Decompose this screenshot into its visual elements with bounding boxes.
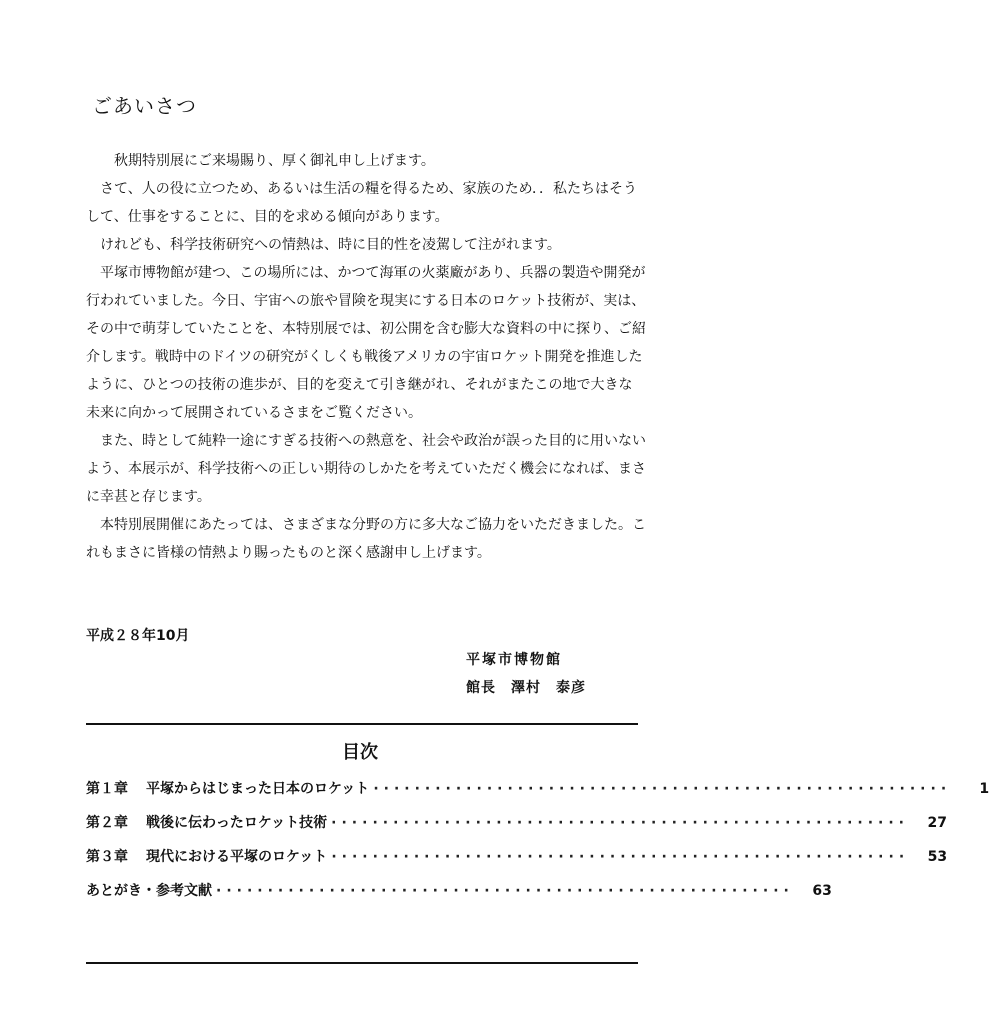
greeting-paragraph: けれども、科学技術研究への情熱は、時に目的性を凌駕して注がれます。 — [100, 237, 561, 253]
toc-leader-dots: ························································ — [331, 849, 910, 865]
divider-top — [86, 723, 638, 725]
toc-leader-dots: ························································ — [373, 781, 952, 797]
page-heading: ごあいさつ — [92, 94, 197, 118]
greeting-paragraph: 本特別展開催にあたっては、さまざまな分野の方に多大なご協力をいただきました。これもまさに皆様の情熱より賜ったものと深く感謝申し上げます。 — [86, 517, 646, 561]
toc-page-number: 1 — [979, 781, 989, 797]
toc-chapter: 第３章 — [86, 849, 128, 865]
toc-label: 戦後に伝わったロケット技術 — [146, 815, 328, 831]
toc-page-number: 27 — [927, 815, 947, 831]
greeting-paragraph: 平塚市博物館が建つ、この場所には、かつて海軍の火薬廠があり、兵器の製造や開発が行われていました。今日、宇宙への旅や冒険を現実にする日本のロケット技術が、実は、その中で萌芽していたことを、本特別展では、初公開を含む膨大な資料の中に探り、ご紹介します。戦時中のドイツの研究がくしくも戦後アメリカの宇宙ロケット開発を推進したように、ひとつの技術の進歩が、目的を変えて引き継がれ、それがまたこの地で大きな未来に向かって展開されているさまをご覧ください。 — [86, 265, 646, 421]
signature-block — [466, 646, 586, 702]
greeting-body — [86, 147, 646, 567]
toc-label: 現代における平塚のロケット — [146, 849, 328, 865]
toc-label: 平塚からはじまった日本のロケット — [146, 781, 370, 797]
table-of-contents — [86, 778, 989, 914]
toc-entry[interactable] — [86, 812, 947, 846]
toc-title: 目次 — [342, 742, 378, 763]
toc-entry[interactable] — [86, 846, 948, 880]
toc-leader-dots: ························································ — [216, 883, 794, 899]
toc-chapter: 第２章 — [86, 815, 128, 831]
toc-chapter: 第１章 — [86, 781, 128, 797]
toc-entry[interactable] — [86, 880, 832, 914]
toc-page-number: 53 — [927, 849, 948, 865]
toc-label: あとがき・参考文献 — [86, 883, 212, 899]
divider-bottom — [86, 962, 638, 964]
greeting-paragraph: また、時として純粋一途にすぎる技術への熱意を、社会や政治が誤った目的に用いないよう、本展示が、科学技術への正しい期待のしかたを考えていただく機会になれば、まさに幸甚と存じます。 — [86, 433, 646, 505]
toc-page-number: 63 — [812, 883, 832, 899]
date-line: 平成２８年10月 — [86, 628, 190, 644]
director-name: 館長 澤村 泰彦 — [466, 680, 586, 696]
toc-entry[interactable] — [86, 778, 989, 812]
greeting-paragraph: さて、人の役に立つため、あるいは生活の糧を得るため、家族のため．．私たちはそうして、仕事をすることに、目的を求める傾向があります。 — [86, 181, 638, 225]
greeting-lead: 秋期特別展にご来場賜り、厚く御礼申し上げます。 — [114, 153, 435, 169]
toc-leader-dots: ························································ — [331, 815, 909, 831]
museum-name: 平塚市博物館 — [466, 652, 562, 668]
